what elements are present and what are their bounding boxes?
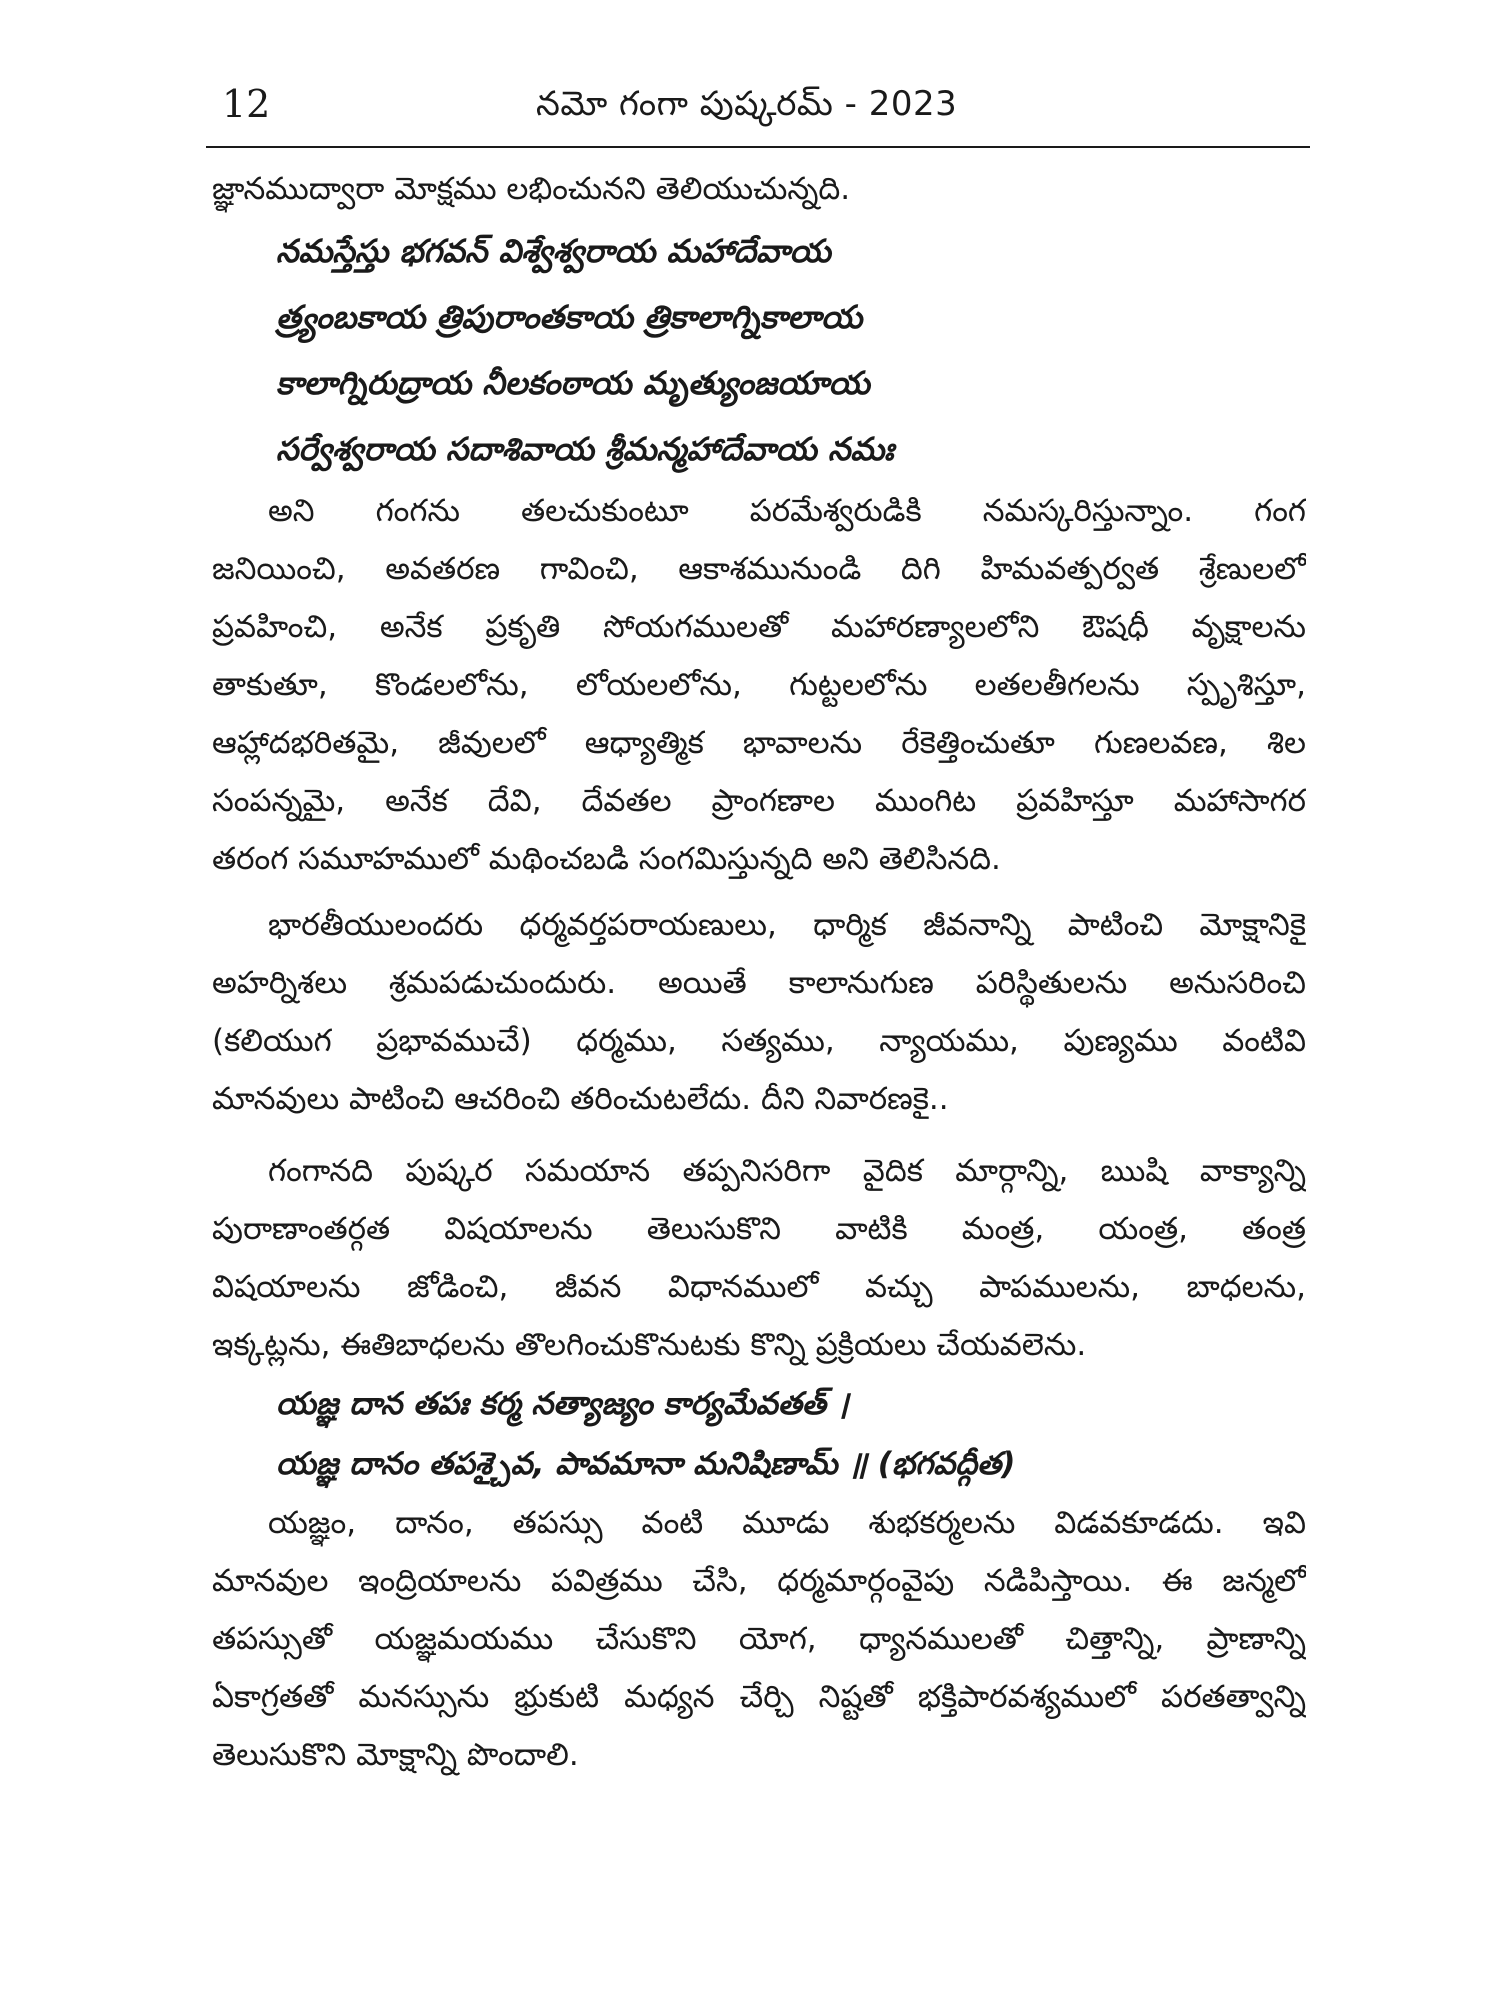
text-line: (కలియుగ ప్రభావముచే) ధర్మము, సత్యము, న్యాయము, పుణ్యము వంటివి bbox=[212, 1023, 1306, 1059]
verse-block-shiva bbox=[212, 218, 1306, 482]
text-line: విషయాలను జోడించి, జీవన విధానములో వచ్చు పాపములను, బాధలను, bbox=[212, 1269, 1306, 1305]
paragraph-ganga-flow bbox=[212, 482, 1306, 888]
text-line: తరంగ సమూహములో మథించబడి సంగమిస్తున్నది అని తెలిసినది. bbox=[212, 841, 1001, 877]
verse-line: త్ర్యంబకాయ త్రిపురాంతకాయ త్రికాలాగ్నికాలాయ bbox=[276, 298, 863, 336]
text-line: ఆహ్లాదభరితమై, జీవులలో ఆధ్యాత్మిక భావాలను రేకెత్తించుతూ గుణలవణ, శిల bbox=[212, 725, 1306, 761]
text-line: ఇక్కట్లను, ఈతిబాధలను తొలగించుకొనుటకు కొన్ని ప్రక్రియలు చేయవలెను. bbox=[212, 1327, 1087, 1363]
text-line: గంగానది పుష్కర సమయాన తప్పనిసరిగా వైదిక మార్గాన్ని, ఋషి వాక్యాన్ని bbox=[268, 1153, 1306, 1189]
text-line: జ్ఞానముద్వారా మోక్షము లభించునని తెలియుచున్నది. bbox=[212, 171, 851, 207]
paragraph-dharma bbox=[212, 896, 1306, 1128]
paragraph-yajna bbox=[212, 1494, 1306, 1784]
text-line: యజ్ఞం, దానం, తపస్సు వంటి మూడు శుభకర్మలను విడవకూడదు. ఇవి bbox=[268, 1505, 1306, 1541]
text-line: అహర్నిశలు శ్రమపడుచుందురు. అయితే కాలానుగుణ పరిస్థితులను అనుసరించి bbox=[212, 965, 1306, 1001]
body-text bbox=[212, 160, 1306, 1784]
text-line: పురాణాంతర్గత విషయాలను తెలుసుకొని వాటికి మంత్ర, యంత్ర, తంత్ర bbox=[212, 1211, 1306, 1247]
verse-line: యజ్ఞ దాన తపః కర్మ నత్యాజ్యం కార్యమేవతత్ । bbox=[276, 1386, 849, 1422]
text-line: తెలుసుకొని మోక్షాన్ని పొందాలి. bbox=[212, 1737, 579, 1773]
verse-block-gita bbox=[212, 1374, 1306, 1494]
text-line: అని గంగను తలచుకుంటూ పరమేశ్వరుడికి నమస్కరిస్తున్నాం. గంగ bbox=[268, 493, 1306, 529]
text-line: ప్రవహించి, అనేక ప్రకృతి సోయగములతో మహారణ్యాలలోని ఔషధీ వృక్షాలను bbox=[212, 609, 1306, 645]
verse-line: నమస్తేస్తు భగవన్ విశ్వేశ్వరాయ మహాదేవాయ bbox=[276, 232, 831, 270]
header-rule bbox=[206, 146, 1310, 148]
text-line: జనియించి, అవతరణ గావించి, ఆకాశమునుండి దిగి హిమవత్పర్వత శ్రేణులలో bbox=[212, 551, 1306, 587]
text-line: భారతీయులందరు ధర్మవర్తపరాయణులు, ధార్మిక జీవనాన్ని పాటించి మోక్షానికై bbox=[268, 907, 1306, 943]
verse-line: సర్వేశ్వరాయ సదాశివాయ శ్రీమన్మహాదేవాయ నమః bbox=[276, 430, 894, 468]
page-number: 12 bbox=[222, 82, 271, 126]
text-line: మానవులు పాటించి ఆచరించి తరించుటలేదు. దీని నివారణకై.. bbox=[212, 1081, 949, 1117]
text-line: సంపన్నమై, అనేక దేవి, దేవతల ప్రాంగణాల ముంగిట ప్రవహిస్తూ మహాసాగర bbox=[212, 783, 1306, 819]
text-line: మానవుల ఇంద్రియాలను పవిత్రము చేసి, ధర్మమార్గంవైపు నడిపిస్తాయి. ఈ జన్మలో bbox=[212, 1563, 1306, 1599]
text-line: ఏకాగ్రతతో మనస్సును భ్రుకుటి మధ్యన చేర్చి నిష్టతో భక్తిపారవశ్యములో పరతత్వాన్ని bbox=[212, 1679, 1306, 1715]
page-header bbox=[216, 78, 1306, 138]
text-line: తాకుతూ, కొండలలోను, లోయలలోను, గుట్టలలోను లతలతీగలను స్పృశిస్తూ, bbox=[212, 667, 1306, 703]
running-title: నమో గంగా పుష్కరమ్ - 2023 bbox=[536, 84, 958, 124]
paragraph-pushkara bbox=[212, 1142, 1306, 1374]
verse-line: కాలాగ్నిరుద్రాయ నీలకంఠాయ మృత్యుంజయాయ bbox=[276, 364, 870, 402]
verse-line: యజ్ఞ దానం తపశ్చైవ, పావమానా మనిషిణామ్ ॥ (భగవద్గీత) bbox=[276, 1446, 1016, 1482]
text-line: తపస్సుతో యజ్ఞమయము చేసుకొని యోగ, ధ్యానములతో చిత్తాన్ని, ప్రాణాన్ని bbox=[212, 1621, 1306, 1657]
